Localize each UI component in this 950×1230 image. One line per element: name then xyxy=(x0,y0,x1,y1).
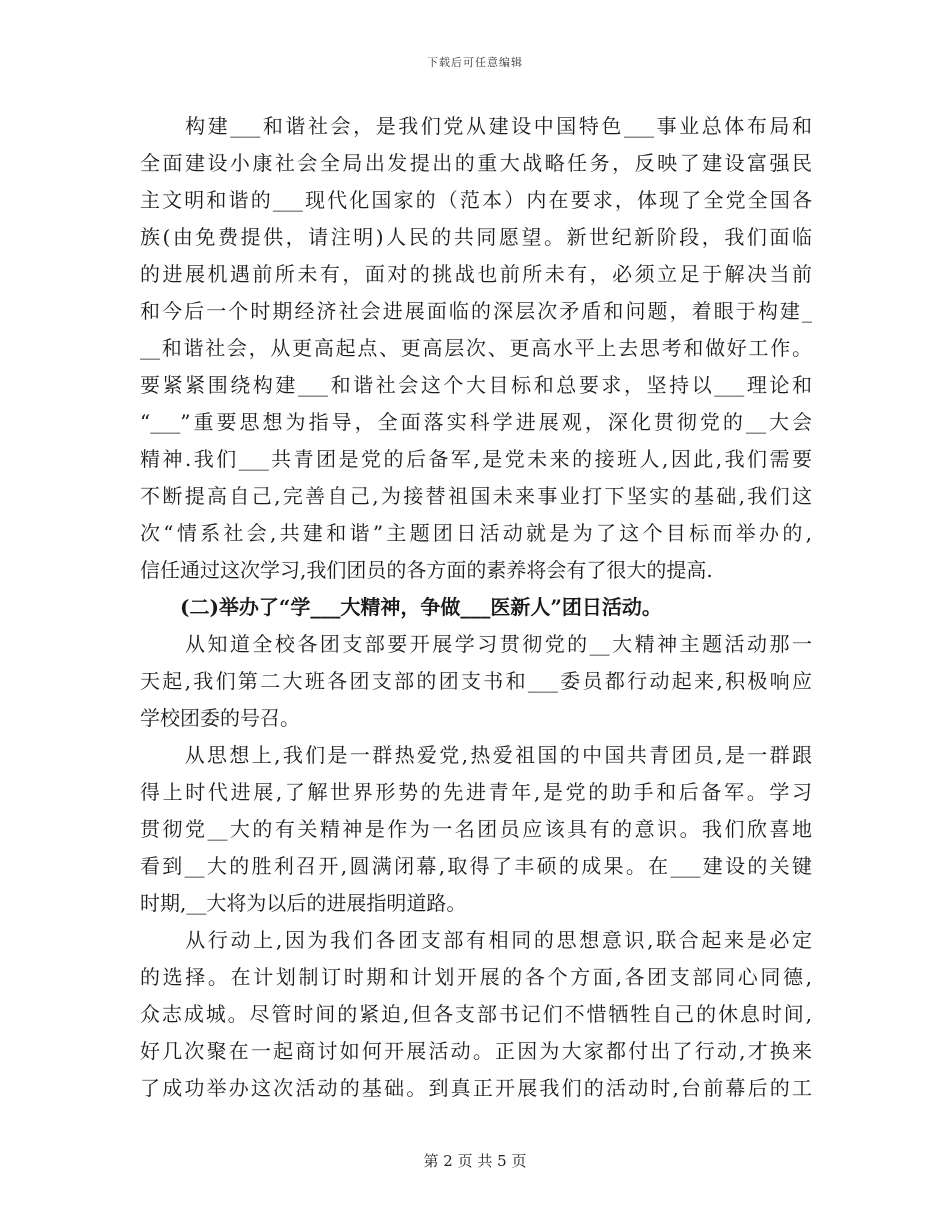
body-text-line: 从行动上,因为我们各团支部有相同的思想意识,联合起来是必定 xyxy=(140,928,812,952)
body-text-line: 构建___和谐社会，是我们党从建设中国特色___事业总体布局和 xyxy=(140,114,812,138)
document-body xyxy=(140,108,812,1107)
body-text-line: 从知道全校各团支部要开展学习贯彻党的__大精神主题活动那一 xyxy=(140,632,812,656)
body-text-line: 精神.我们___共青团是党的后备军,是党未来的接班人,因此,我们需要 xyxy=(140,447,812,471)
body-text-line: 和今后一个时期经济社会进展面临的深层次矛盾和问题，着眼于构建_ xyxy=(140,299,812,323)
page-number: 第 2 页 共 5 页 xyxy=(423,1152,527,1170)
page-header-note: 下载后可任意编辑 xyxy=(427,56,523,69)
body-text-line: 要紧紧围绕构建___和谐社会这个大目标和总要求，坚持以___理论和 xyxy=(140,373,812,397)
body-text-line: 了成功举办这次活动的基础。到真正开展我们的活动时,台前幕后的工 xyxy=(140,1076,812,1100)
body-text-line: 的选择。在计划制订时期和计划开展的各个方面,各团支部同心同德, xyxy=(140,965,812,989)
section-heading: (二)举办了“学___大精神，争做___医新人”团日活动。 xyxy=(140,595,662,619)
body-text-line: 不断提高自己,完善自己,为接替祖国未来事业打下坚实的基础,我们这 xyxy=(140,484,812,508)
body-text-line: 看到__大的胜利召开,圆满闭幕,取得了丰硕的成果。在___建设的关键 xyxy=(140,854,812,878)
body-text-line: 的进展机遇前所未有，面对的挑战也前所未有，必须立足于解决当前 xyxy=(140,262,812,286)
body-text-line: 天起,我们第二大班各团支部的团支书和___委员都行动起来,积极响应 xyxy=(140,669,812,693)
body-text-line: 全面建设小康社会全局出发提出的重大战略任务，反映了建设富强民 xyxy=(140,151,812,175)
body-text-line: 众志成城。尽管时间的紧迫,但各支部书记们不惜牺牲自己的休息时间, xyxy=(140,1002,812,1026)
body-text-line: 得上时代进展,了解世界形势的先进青年,是党的助手和后备军。学习 xyxy=(140,780,812,804)
body-text-line: 贯彻党__大的有关精神是作为一名团员应该具有的意识。我们欣喜地 xyxy=(140,817,812,841)
body-text-line: 时期,__大将为以后的进展指明道路。 xyxy=(140,891,467,915)
body-text-line: 学校团委的号召。 xyxy=(140,706,300,730)
body-text-line: 从思想上,我们是一群热爱党,热爱祖国的中国共青团员,是一群跟 xyxy=(140,743,812,767)
body-text-line: 族(由免费提供，请注明)人民的共同愿望。新世纪新阶段，我们面临 xyxy=(140,225,812,249)
body-text-line: 次“情系社会,共建和谐”主题团日活动就是为了这个目标而举办的, xyxy=(140,521,812,545)
body-text-line: 主文明和谐的___现代化国家的（范本）内在要求，体现了全党全国各 xyxy=(140,188,812,212)
body-text-line: 信任通过这次学习,我们团员的各方面的素养将会有了很大的提高. xyxy=(140,558,713,582)
body-text-line: __和谐社会，从更高起点、更高层次、更高水平上去思考和做好工作。 xyxy=(140,336,812,360)
body-text-line: “___”重要思想为指导，全面落实科学进展观，深化贯彻党的__大会 xyxy=(140,410,812,434)
body-text-line: 好几次聚在一起商讨如何开展活动。正因为大家都付出了行动,才换来 xyxy=(140,1039,812,1063)
